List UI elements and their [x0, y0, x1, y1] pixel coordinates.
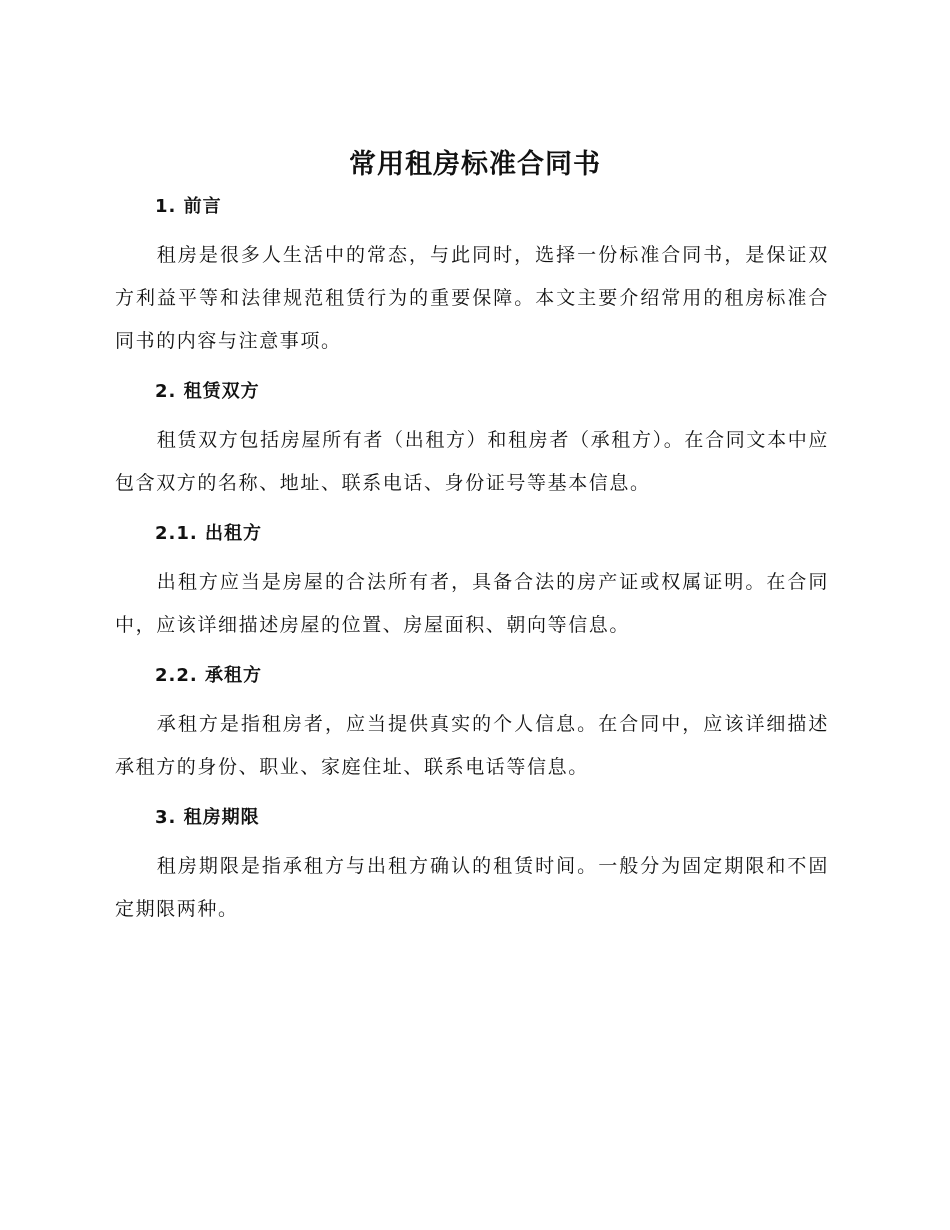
section-heading: 3. 租房期限: [155, 807, 260, 828]
section-lease-term: [115, 801, 829, 931]
section-heading: 1. 前言: [155, 196, 222, 217]
section-lessee: [115, 659, 829, 801]
section-parties: [115, 375, 829, 517]
section-preface: [115, 190, 829, 375]
section-paragraph: 租房期限是指承租方与出租方确认的租赁时间。一般分为固定期限和不固定期限两种。: [115, 855, 829, 920]
section-heading: 2. 租赁双方: [155, 381, 260, 402]
section-paragraph: 租房是很多人生活中的常态，与此同时，选择一份标准合同书，是保证双方利益平等和法律规范租赁行为的重要保障。本文主要介绍常用的租房标准合同书的内容与注意事项。: [115, 244, 829, 352]
section-heading: 2.1. 出租方: [155, 523, 262, 544]
section-paragraph: 承租方是指租房者，应当提供真实的个人信息。在合同中，应该详细描述承租方的身份、职业、家庭住址、联系电话等信息。: [115, 713, 829, 778]
section-paragraph: 出租方应当是房屋的合法所有者，具备合法的房产证或权属证明。在合同中，应该详细描述房屋的位置、房屋面积、朝向等信息。: [115, 571, 829, 636]
document-body: [115, 190, 829, 931]
section-lessor: [115, 517, 829, 659]
section-paragraph: 租赁双方包括房屋所有者（出租方）和租房者（承租方）。在合同文本中应包含双方的名称、地址、联系电话、身份证号等基本信息。: [115, 429, 829, 494]
section-heading: 2.2. 承租方: [155, 665, 262, 686]
document-title: 常用租房标准合同书: [349, 149, 601, 180]
